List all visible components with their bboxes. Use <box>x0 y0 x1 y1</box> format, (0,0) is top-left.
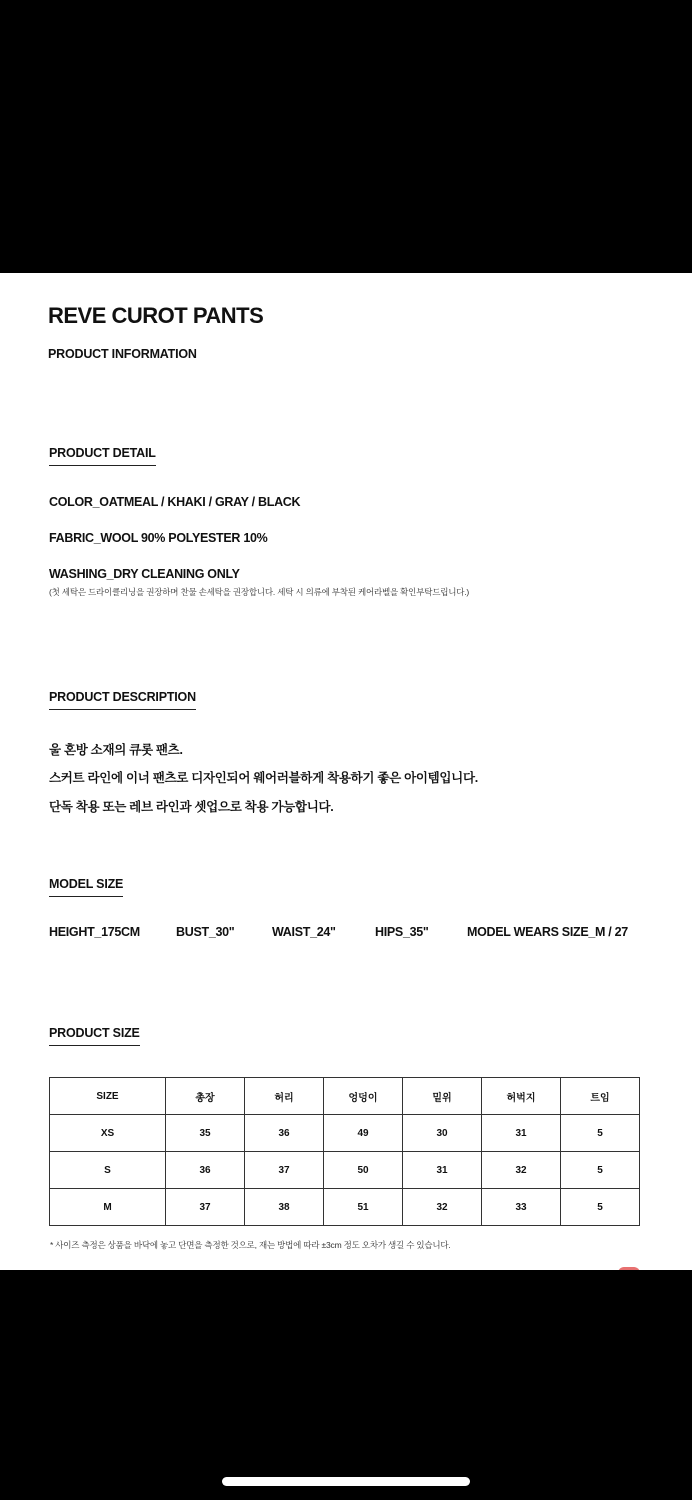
cell-value: 35 <box>166 1115 245 1152</box>
cell-value: 5 <box>561 1115 640 1152</box>
bottom-black-area <box>0 1270 692 1500</box>
header-waist: 허리 <box>245 1078 324 1115</box>
size-table-header-row <box>50 1078 640 1115</box>
cell-value: 49 <box>324 1115 403 1152</box>
cell-size: XS <box>50 1115 166 1152</box>
cell-value: 36 <box>166 1152 245 1189</box>
cell-value: 30 <box>403 1115 482 1152</box>
cell-value: 38 <box>245 1189 324 1226</box>
color-info: COLOR_OATMEAL / KHAKI / GRAY / BLACK <box>49 495 301 509</box>
description-line-3: 단독 착용 또는 레브 라인과 셋업으로 착용 가능합니다. <box>49 800 334 814</box>
table-row <box>50 1115 640 1152</box>
product-description-heading: PRODUCT DESCRIPTION <box>49 690 196 710</box>
home-indicator[interactable] <box>222 1477 470 1486</box>
product-info-image <box>0 273 692 1270</box>
cell-value: 5 <box>561 1152 640 1189</box>
model-size-heading: MODEL SIZE <box>49 877 123 897</box>
header-size: SIZE <box>50 1078 166 1115</box>
model-bust: BUST_30" <box>176 925 235 939</box>
model-height: HEIGHT_175CM <box>49 925 140 939</box>
table-row <box>50 1189 640 1226</box>
cell-value: 50 <box>324 1152 403 1189</box>
cell-value: 32 <box>482 1152 561 1189</box>
size-footnote: * 사이즈 측정은 상품을 바닥에 놓고 단면을 측정한 것으로, 재는 방법에 따라 ±3cm 정도 오차가 생길 수 있습니다. <box>50 1240 451 1250</box>
product-size-heading: PRODUCT SIZE <box>49 1026 140 1046</box>
description-line-1: 울 혼방 소재의 큐롯 팬츠. <box>49 743 183 757</box>
cell-value: 37 <box>245 1152 324 1189</box>
cell-size: M <box>50 1189 166 1226</box>
model-waist: WAIST_24" <box>272 925 336 939</box>
model-wears-size: MODEL WEARS SIZE_M / 27 <box>467 925 628 939</box>
cell-value: 33 <box>482 1189 561 1226</box>
cell-value: 36 <box>245 1115 324 1152</box>
size-table <box>49 1077 640 1226</box>
cell-size: S <box>50 1152 166 1189</box>
cell-value: 31 <box>403 1152 482 1189</box>
cell-value: 51 <box>324 1189 403 1226</box>
header-thigh: 허벅지 <box>482 1078 561 1115</box>
cell-value: 31 <box>482 1115 561 1152</box>
cell-value: 5 <box>561 1189 640 1226</box>
product-information-label: PRODUCT INFORMATION <box>48 347 197 361</box>
product-title: REVE CUROT PANTS <box>48 303 264 328</box>
header-rise: 밑위 <box>403 1078 482 1115</box>
cell-value: 32 <box>403 1189 482 1226</box>
header-total-length: 총장 <box>166 1078 245 1115</box>
table-row <box>50 1152 640 1189</box>
header-hip: 엉덩이 <box>324 1078 403 1115</box>
model-hips: HIPS_35" <box>375 925 429 939</box>
washing-note: (첫 세탁은 드라이클리닝을 권장하며 찬물 손세탁을 권장합니다. 세탁 시 의류에 부착된 케어라벨을 확인부탁드립니다.) <box>49 587 470 597</box>
header-slit: 트임 <box>561 1078 640 1115</box>
cell-value: 37 <box>166 1189 245 1226</box>
product-detail-heading: PRODUCT DETAIL <box>49 446 156 466</box>
description-line-2: 스커트 라인에 이너 팬츠로 디자인되어 웨어러블하게 착용하기 좋은 아이템입니다. <box>49 771 478 785</box>
top-black-area <box>0 0 692 273</box>
washing-info: WASHING_DRY CLEANING ONLY <box>49 567 240 581</box>
fabric-info: FABRIC_WOOL 90% POLYESTER 10% <box>49 531 268 545</box>
